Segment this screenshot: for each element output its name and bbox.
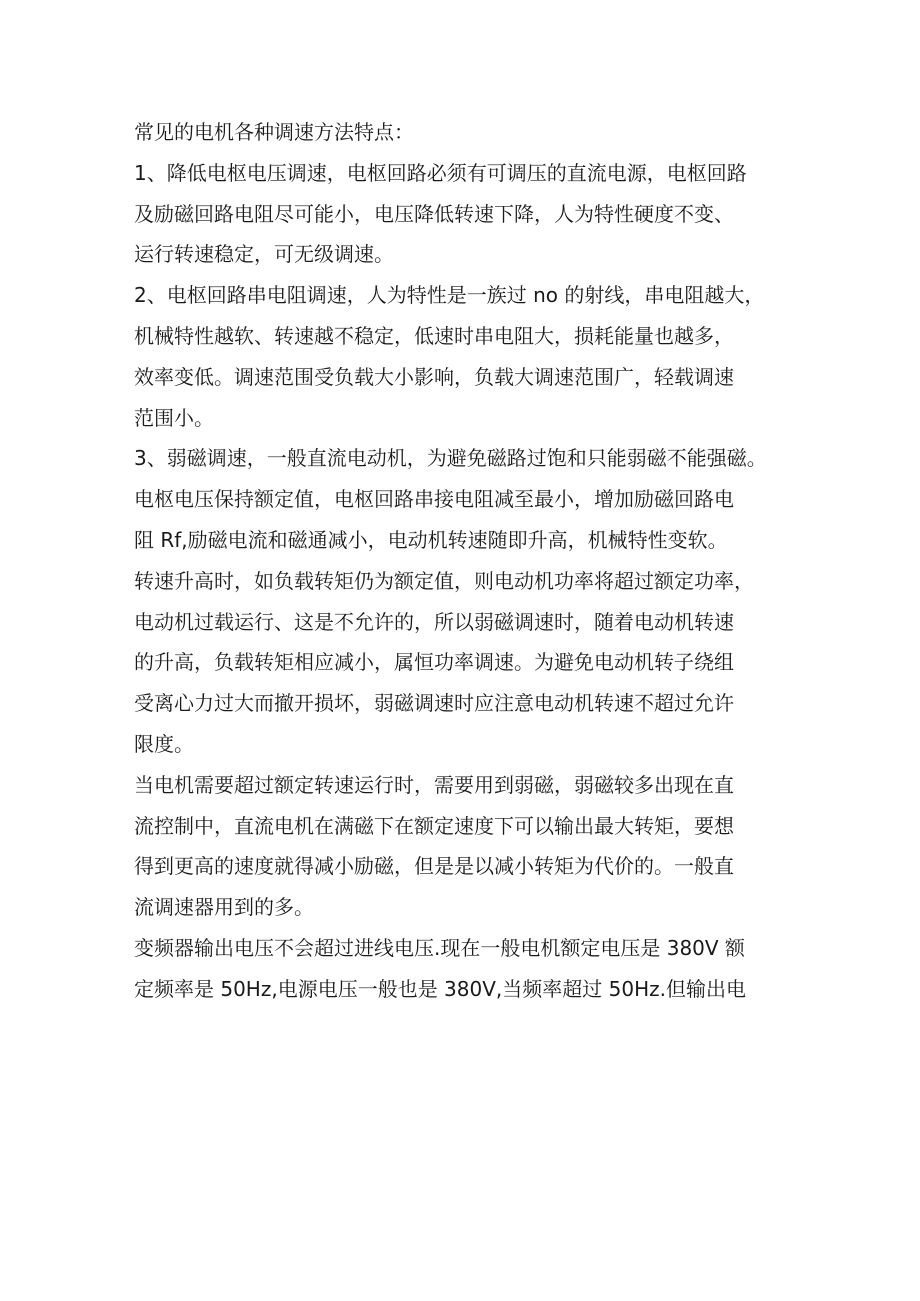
text-line: 流控制中，直流电机在满磁下在额定速度下可以输出最大转矩，要想: [134, 813, 734, 838]
text-line: 当电机需要超过额定转速运行时，需要用到弱磁，弱磁较多出现在直: [134, 772, 734, 797]
heading-line: 常见的电机各种调速方法特点：: [134, 120, 414, 144]
text-line: 电枢电压保持额定值，电枢回路串接电阻减至最小，增加励磁回路电: [134, 487, 734, 512]
text-line: 得到更高的速度就得减小励磁，但是是以减小转矩为代价的。一般直: [134, 854, 734, 879]
text-line: 限度。: [134, 731, 194, 756]
text-line: 转速升高时，如负载转矩仍为额定值，则电动机功率将超过额定功率，: [134, 568, 754, 593]
text-line: 效率变低。调速范围受负载大小影响，负载大调速范围广，轻载调速: [134, 364, 734, 389]
text-line: 机械特性越软、转速越不稳定，低速时串电阻大，损耗能量也越多，: [134, 323, 734, 348]
text-line: 运行转速稳定，可无级调速。: [134, 242, 394, 267]
text-line: 3、弱磁调速，一般直流电动机，为避免磁路过饱和只能弱磁不能强磁。: [134, 446, 767, 471]
text-line: 范围小。: [134, 405, 214, 430]
text-line: 2、电枢回路串电阻调速，人为特性是一族过 no 的射线，串电阻越大，: [134, 283, 765, 308]
text-line: 变频器输出电压不会超过进线电压.现在一般电机额定电压是 380V 额: [134, 935, 745, 960]
text-line: 阻 Rf,励磁电流和磁通减小，电动机转速随即升高，机械特性变软。: [134, 527, 728, 552]
text-line: 1、降低电枢电压调速，电枢回路必须有可调压的直流电源，电枢回路: [134, 160, 747, 185]
document-body: [134, 112, 794, 1010]
text-line: 受离心力过大而撤开损坏，弱磁调速时应注意电动机转速不超过允许: [134, 691, 734, 716]
text-line: 的升高，负载转矩相应减小，属恒功率调速。为避免电动机转子绕组: [134, 650, 734, 675]
text-line: 流调速器用到的多。: [134, 895, 314, 920]
text-line: 电动机过载运行、这是不允许的，所以弱磁调速时，随着电动机转速: [134, 609, 734, 634]
text-line: 定频率是 50Hz,电源电压一般也是 380V,当频率超过 50Hz.但输出电: [134, 976, 746, 1001]
text-line: 及励磁回路电阻尽可能小，电压降低转速下降，人为特性硬度不变、: [134, 201, 734, 226]
